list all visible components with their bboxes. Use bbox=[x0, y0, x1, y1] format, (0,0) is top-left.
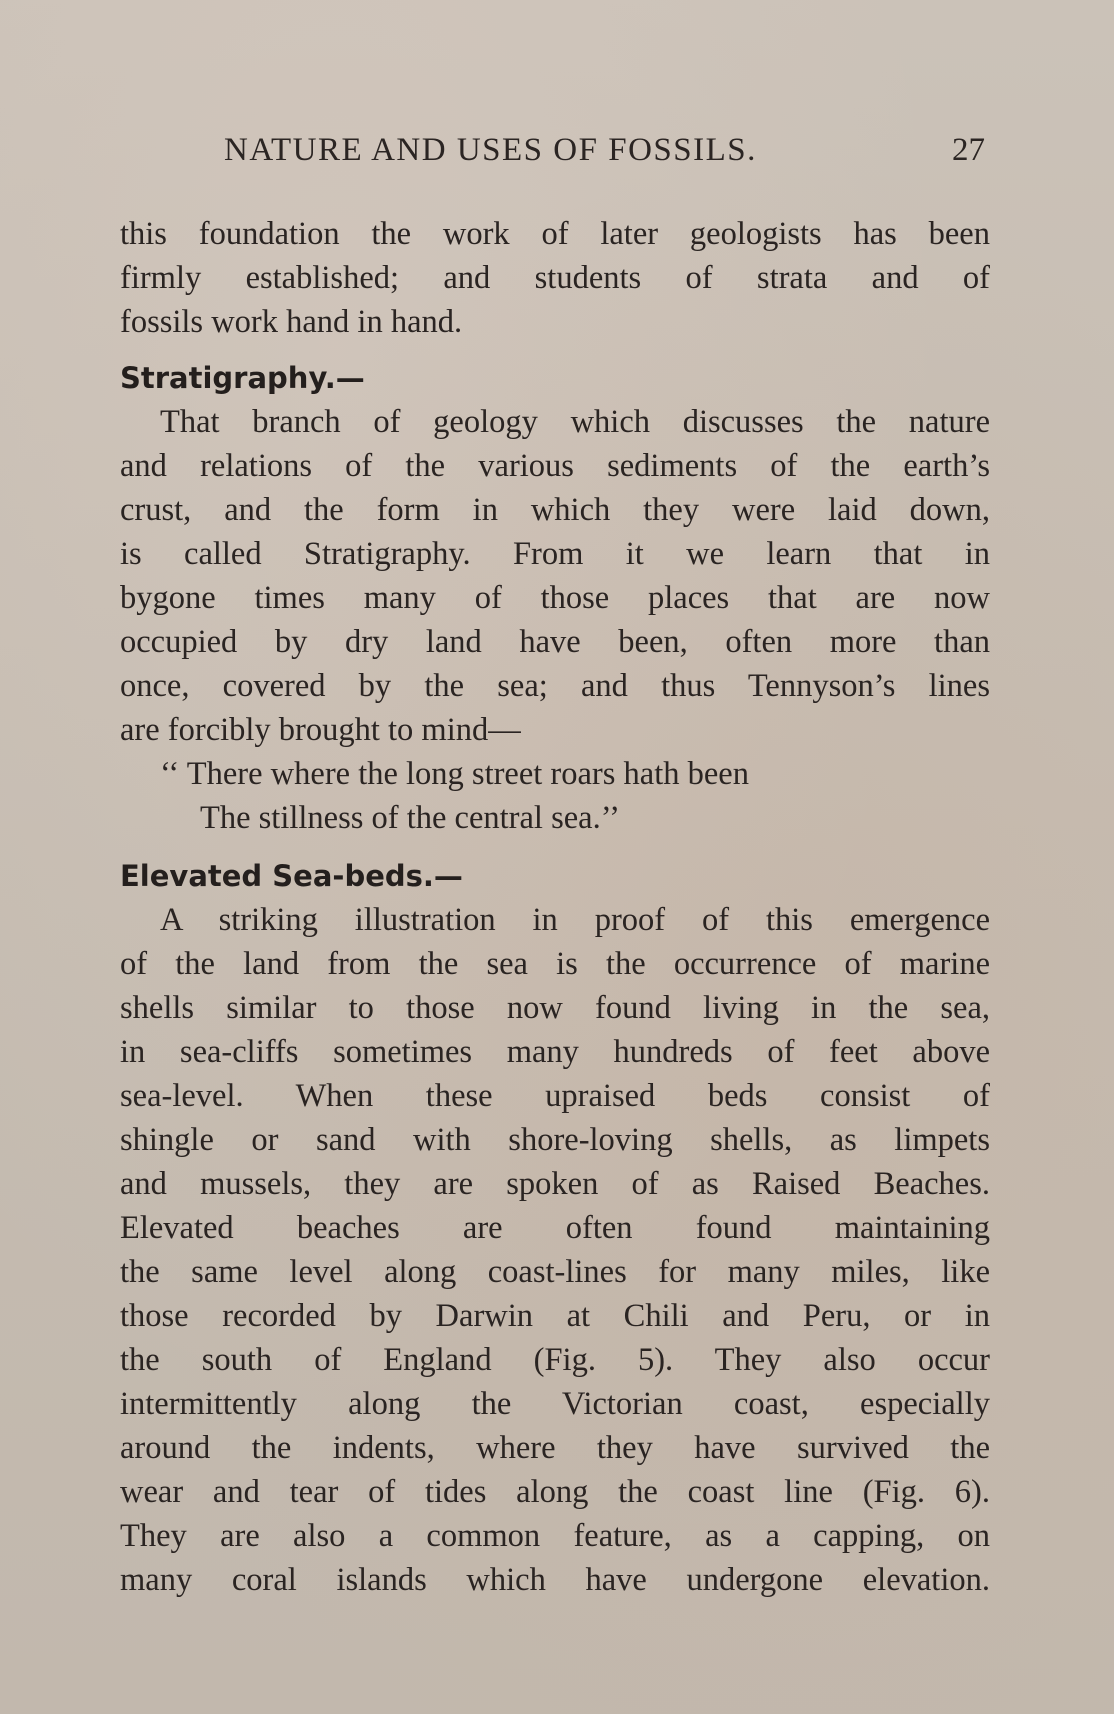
text-line: That branch of geology which discusses the nature bbox=[160, 404, 990, 440]
text-line: around the indents, where they have survived the bbox=[120, 1430, 990, 1466]
text-line: Elevated beaches are often found maintaining bbox=[120, 1210, 990, 1246]
text-line: and relations of the various sediments of the earth’s bbox=[120, 448, 990, 484]
quote-line: The stillness of the central sea.’’ bbox=[200, 800, 620, 836]
section-heading-elevated-sea-beds: Elevated Sea-beds.— bbox=[120, 859, 463, 893]
text-line: sea-level. When these upraised beds consist of bbox=[120, 1078, 990, 1114]
text-line: the south of England (Fig. 5). They also occur bbox=[120, 1342, 990, 1378]
text-line: wear and tear of tides along the coast line (Fig. 6). bbox=[120, 1474, 990, 1510]
text-line: the same level along coast-lines for many miles, like bbox=[120, 1254, 990, 1290]
text-line: in sea-cliffs sometimes many hundreds of feet above bbox=[120, 1034, 990, 1070]
page-body bbox=[120, 212, 990, 1602]
page-number: 27 bbox=[952, 132, 985, 168]
text-line: A striking illustration in proof of this emergence bbox=[160, 902, 990, 938]
text-line: of the land from the sea is the occurrence of marine bbox=[120, 946, 990, 982]
text-line: fossils work hand in hand. bbox=[120, 304, 463, 340]
elevated-paragraph bbox=[120, 898, 990, 1602]
text-line: those recorded by Darwin at Chili and Peru, or in bbox=[120, 1298, 990, 1334]
text-line: firmly established; and students of strata and of bbox=[120, 260, 990, 296]
quote-line: ‘‘ There where the long street roars hath been bbox=[160, 756, 749, 792]
text-line: occupied by dry land have been, often more than bbox=[120, 624, 990, 660]
text-line: is called Stratigraphy. From it we learn that in bbox=[120, 536, 990, 572]
text-line: are forcibly brought to mind— bbox=[120, 712, 521, 748]
text-line: many coral islands which have undergone elevation. bbox=[120, 1562, 990, 1598]
text-line: once, covered by the sea; and thus Tennyson’s lines bbox=[120, 668, 990, 704]
stratigraphy-paragraph bbox=[120, 400, 990, 752]
text-line: and mussels, they are spoken of as Raised Beaches. bbox=[120, 1166, 990, 1202]
text-line: shells similar to those now found living in the sea, bbox=[120, 990, 990, 1026]
running-head bbox=[120, 132, 985, 180]
text-line: bygone times many of those places that are now bbox=[120, 580, 990, 616]
section-heading-stratigraphy: Stratigraphy.— bbox=[120, 361, 365, 395]
text-line: this foundation the work of later geologists has been bbox=[120, 216, 990, 252]
running-title: NATURE AND USES OF FOSSILS. bbox=[224, 132, 757, 168]
text-line: crust, and the form in which they were laid down, bbox=[120, 492, 990, 528]
text-line: They are also a common feature, as a capping, on bbox=[120, 1518, 990, 1554]
text-line: shingle or sand with shore-loving shells, as limpets bbox=[120, 1122, 990, 1158]
tennyson-quote bbox=[120, 752, 990, 840]
text-line: intermittently along the Victorian coast, especially bbox=[120, 1386, 990, 1422]
intro-paragraph bbox=[120, 212, 990, 344]
